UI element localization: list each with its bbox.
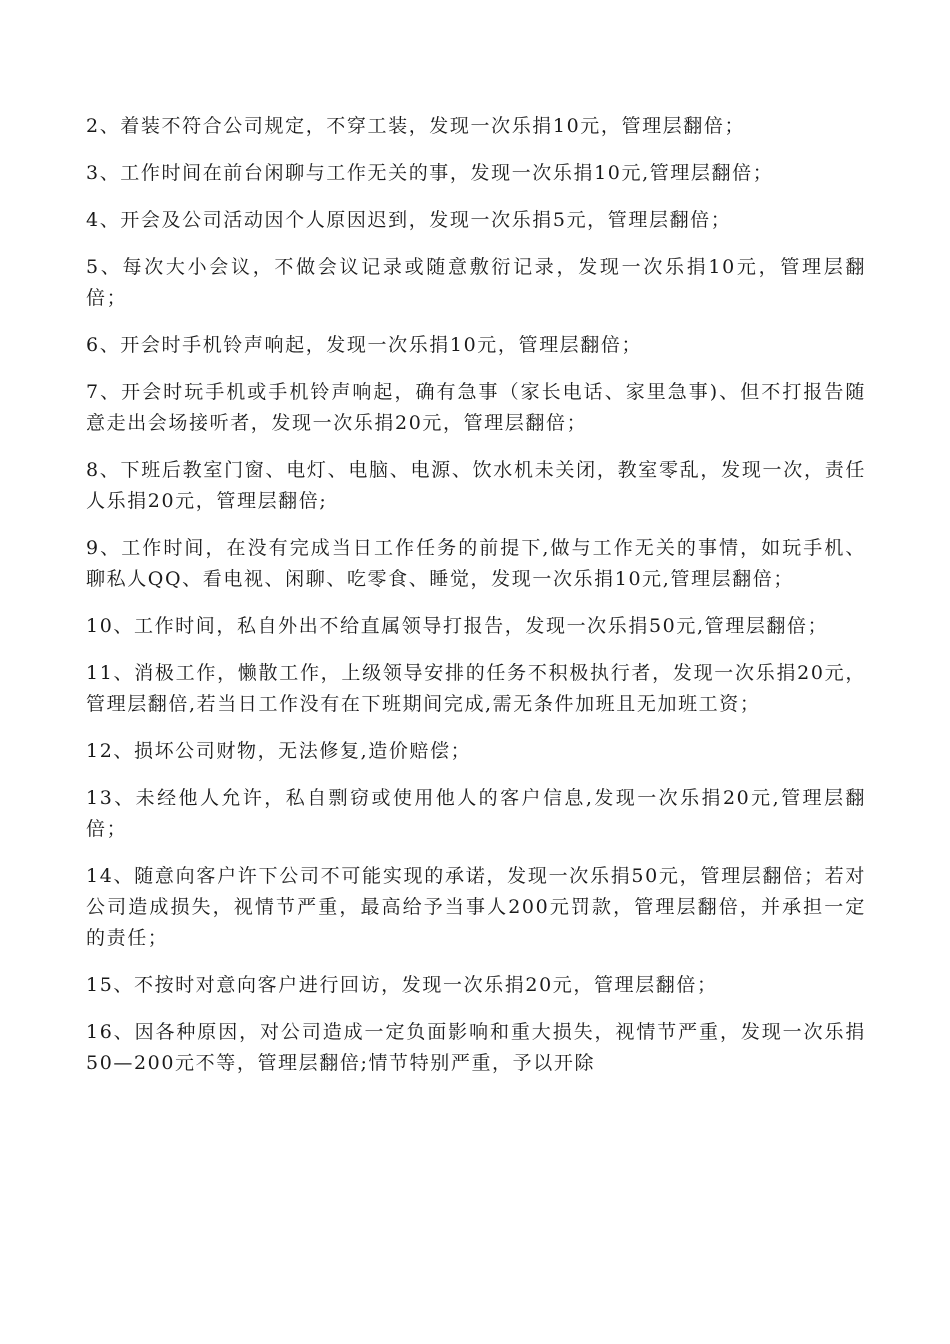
rule-item-16: 16、因各种原因，对公司造成一定负面影响和重大损失，视情节严重，发现一次乐捐50—200元不等，管理层翻倍;情节特别严重，予以开除 [86,1021,866,1074]
rule-item-11: 11、消极工作，懒散工作，上级领导安排的任务不积极执行者，发现一次乐捐20元，管理层翻倍,若当日工作没有在下班期间完成,需无条件加班且无加班工资； [86,662,866,715]
rule-item-8: 8、下班后教室门窗、电灯、电脑、电源、饮水机未关闭，教室零乱，发现一次，责任人乐捐20元，管理层翻倍; [86,459,866,512]
rule-list [86,111,866,1079]
rule-item-10: 10、工作时间，私自外出不给直属领导打报告，发现一次乐捐50元,管理层翻倍； [86,615,829,637]
rule-item-12: 12、损坏公司财物，无法修复,造价赔偿； [86,740,472,762]
rule-item-4: 4、开会及公司活动因个人原因迟到，发现一次乐捐5元，管理层翻倍； [86,209,732,231]
rule-item-6: 6、开会时手机铃声响起，发现一次乐捐10元，管理层翻倍； [86,334,643,356]
rule-item-3: 3、工作时间在前台闲聊与工作无关的事，发现一次乐捐10元,管理层翻倍； [86,162,774,184]
rule-item-7: 7、开会时玩手机或手机铃声响起，确有急事（家长电话、家里急事)、但不打报告随意走出会场接听者，发现一次乐捐20元，管理层翻倍； [86,381,866,434]
rule-item-13: 13、未经他人允许，私自剽窃或使用他人的客户信息,发现一次乐捐20元,管理层翻倍； [86,787,866,840]
rule-item-15: 15、不按时对意向客户进行回访，发现一次乐捐20元，管理层翻倍； [86,974,718,996]
rule-item-9: 9、工作时间，在没有完成当日工作任务的前提下,做与工作无关的事情，如玩手机、聊私人QQ、看电视、闲聊、吃零食、睡觉，发现一次乐捐10元,管理层翻倍； [86,537,866,590]
rule-item-2: 2、着装不符合公司规定，不穿工装，发现一次乐捐10元，管理层翻倍； [86,115,746,137]
rule-item-5: 5、每次大小会议，不做会议记录或随意敷衍记录，发现一次乐捐10元，管理层翻倍； [86,256,866,309]
rule-item-14: 14、随意向客户许下公司不可能实现的承诺，发现一次乐捐50元，管理层翻倍；若对公司造成损失，视情节严重，最高给予当事人200元罚款，管理层翻倍，并承担一定的责任； [86,865,866,949]
